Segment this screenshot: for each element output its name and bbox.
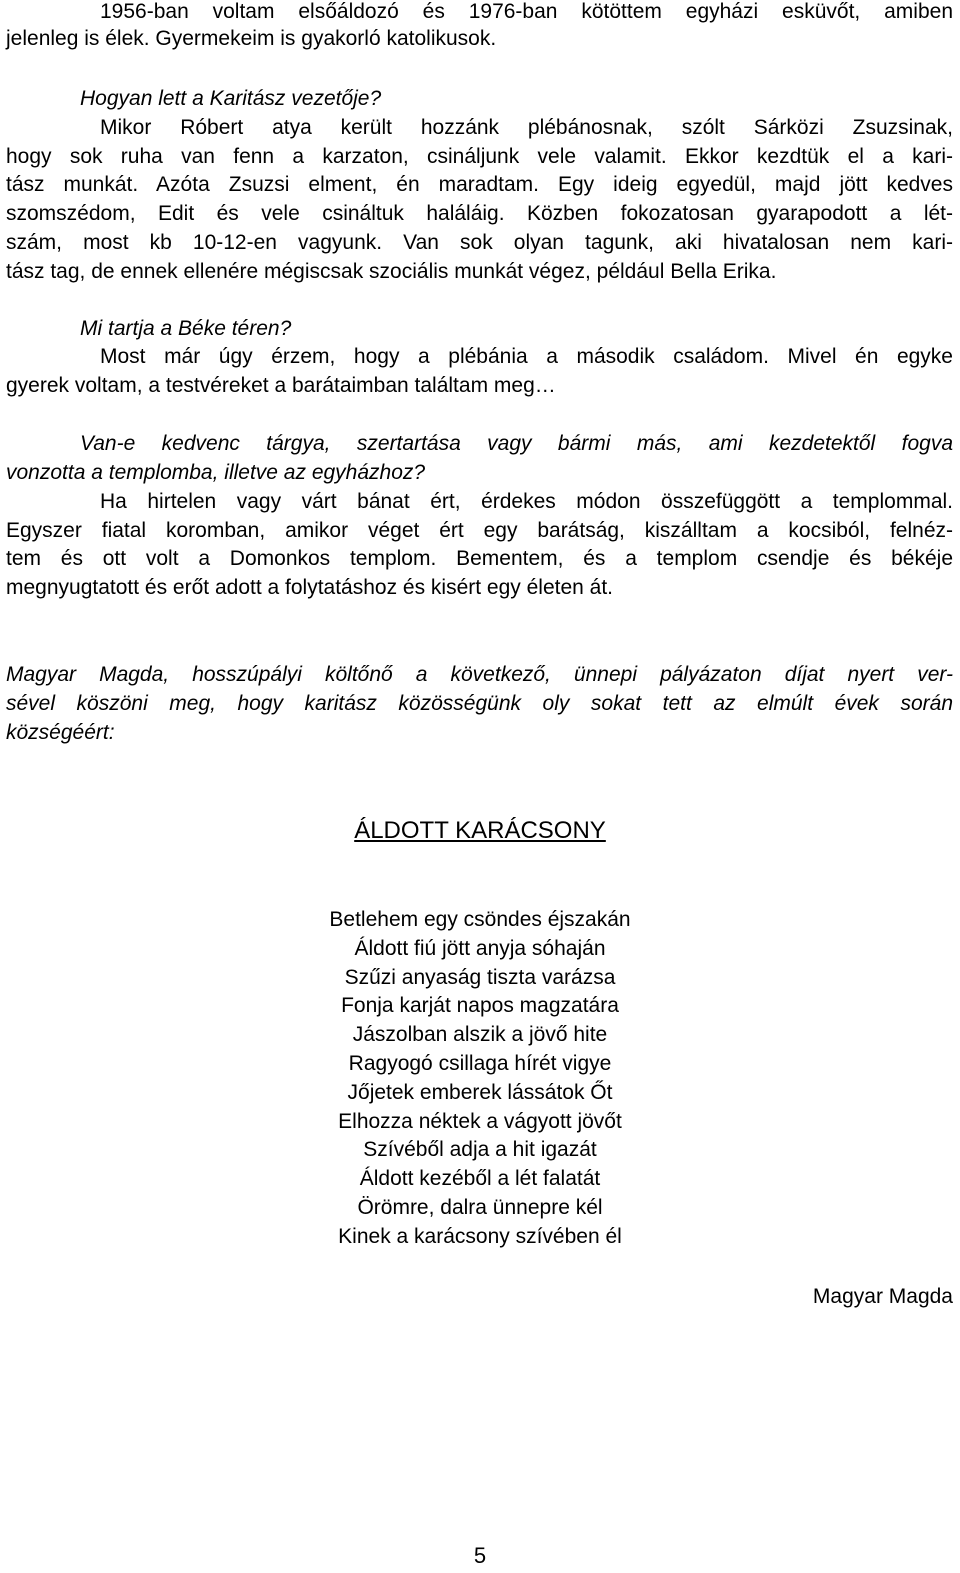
poem-author: Magyar Magda: [812, 1285, 953, 1308]
poem-line: Jőjetek emberek lássátok Őt: [347, 1080, 613, 1104]
answer-beke-ter-line-2: gyerek voltam, a testvéreket a barátaimban találtam meg…: [6, 374, 556, 397]
poem-line: Örömre, dalra ünnepre kél: [357, 1195, 603, 1219]
answer-karitasz-line-2: hogy sok ruha van fenn a karzaton, csináljunk vele valamit. Ekkor kezdtük el a kari-: [6, 145, 953, 168]
page-number: 5: [473, 1543, 487, 1568]
intro-line-2: jelenleg is élek. Gyermekeim is gyakorló katolikusok.: [6, 27, 497, 50]
answer-karitasz-line-1: Mikor Róbert atya került hozzánk plébánosnak, szólt Sárközi Zsuzsinak,: [100, 116, 953, 139]
question-beke-ter: Mi tartja a Béke téren?: [80, 317, 292, 340]
dedication-line-2: sével köszöni meg, hogy karitász közösségünk oly sokat tett az elmúlt évek során: [6, 692, 953, 715]
poem-line: Áldott kezéből a lét falatát: [359, 1167, 601, 1191]
question-kedvenc-line-2: vonzotta a templomba, illetve az egyházhoz?: [6, 461, 426, 484]
poem-line: Fonja karját napos magzatára: [341, 994, 619, 1018]
poem-line: Áldott fiú jött anyja sóhaján: [354, 936, 606, 960]
dedication-line-1: Magyar Magda, hosszúpályi költőnő a következő, ünnepi pályázaton díjat nyert ver-: [6, 663, 953, 686]
dedication-line-3: községéért:: [6, 721, 115, 744]
poem-title: ÁLDOTT KARÁCSONY: [354, 817, 606, 844]
poem-line: Elhozza néktek a vágyott jövőt: [338, 1109, 622, 1133]
question-kedvenc-line-1: Van-e kedvenc tárgya, szertartása vagy bármi más, ami kezdetektől fogva: [80, 432, 953, 455]
poem-line: Jászolban alszik a jövő hite: [352, 1023, 608, 1047]
poem-body: [0, 906, 960, 1252]
answer-kedvenc-line-2: Egyszer fiatal koromban, amikor véget ért egy barátság, kiszálltam a kocsiból, felnéz-: [6, 519, 953, 542]
answer-karitasz-line-3: tász munkát. Azóta Zsuzsi elment, én maradtam. Egy ideig egyedül, majd jött kedves: [6, 173, 953, 196]
question-karitasz: Hogyan lett a Karitász vezetője?: [80, 87, 382, 110]
poem-line: Szívéből adja a hit igazát: [363, 1138, 597, 1162]
poem-line: Kinek a karácsony szívében él: [338, 1224, 622, 1248]
intro-line-1: 1956-ban voltam elsőáldozó és 1976-ban kötöttem egyházi esküvőt, amiben: [100, 0, 953, 23]
answer-kedvenc-line-1: Ha hirtelen vagy várt bánat ért, érdekes módon összefüggött a templommal.: [100, 490, 953, 513]
answer-karitasz-line-6: tász tag, de ennek ellenére mégiscsak szociális munkát végez, például Bella Erika.: [6, 260, 777, 283]
answer-kedvenc-line-4: megnyugtatott és erőt adott a folytatáshoz és kisért egy életen át.: [6, 576, 614, 599]
poem-line: Ragyogó csillaga hírét vigye: [348, 1051, 612, 1075]
answer-karitasz-line-4: szomszédom, Edit és vele csináltuk haláláig. Közben fokozatosan gyarapodott a lét-: [6, 202, 953, 225]
answer-kedvenc-line-3: tem és ott volt a Domonkos templom. Bementem, és a templom csendje és békéje: [6, 547, 953, 570]
poem-line: Szűzi anyaság tiszta varázsa: [344, 965, 616, 989]
answer-karitasz-line-5: szám, most kb 10-12-en vagyunk. Van sok olyan tagunk, aki hivatalosan nem kari-: [6, 231, 953, 254]
answer-beke-ter-line-1: Most már úgy érzem, hogy a plébánia a második családom. Mivel én egyke: [100, 345, 953, 368]
poem-line: Betlehem egy csöndes éjszakán: [329, 908, 631, 931]
